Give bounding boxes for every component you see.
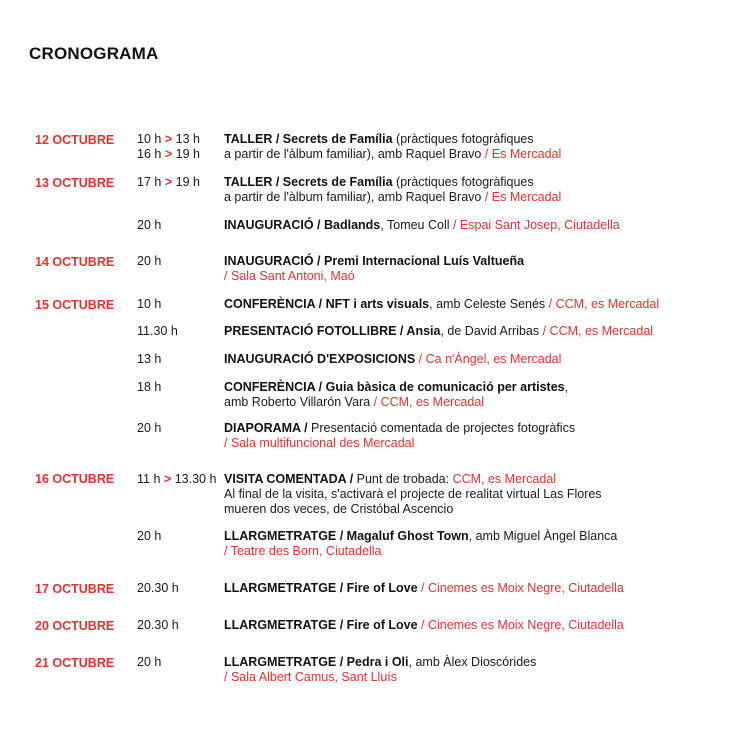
event-time: 20 h — [137, 655, 162, 669]
event-time: 20 h — [137, 421, 162, 435]
event-description: VISITA COMENTADA / Punt de trobada: CCM, es Mercadal Al final de la visita, s'activarà el projecte de realitat virtual Las Flores mueren dos veces, de Cristóbal Ascencio — [224, 472, 602, 516]
event-time: 10 h — [137, 297, 162, 311]
date-label: 14 OCTUBRE — [35, 255, 115, 269]
event-time: 20 h — [137, 218, 162, 232]
date-label: 17 OCTUBRE — [35, 582, 115, 596]
event-time: 20.30 h — [137, 581, 179, 595]
event-time: 11.30 h — [137, 324, 178, 338]
event-description: DIAPORAMA / Presentació comentada de projectes fotogràfics / Sala multifuncional des Mercadal — [224, 421, 576, 450]
event-description: LLARGMETRATGE / Fire of Love / Cinemes es Moix Negre, Ciutadella — [224, 618, 624, 632]
event-description: LLARGMETRATGE / Fire of Love / Cinemes es Moix Negre, Ciutadella — [224, 581, 624, 595]
event-description: PRESENTACIÓ FOTOLLIBRE / Ansia, de David Arribas / CCM, es Mercadal — [224, 324, 654, 338]
event-time: 17 h > 19 h — [137, 175, 200, 189]
event-description: INAUGURACIÓ / Badlands, Tomeu Coll / Espai Sant Josep, Ciutadella — [224, 218, 620, 232]
event-time: 11 h > 13.30 h — [137, 472, 217, 486]
date-label: 12 OCTUBRE — [35, 133, 115, 147]
event-description: CONFERÈNCIA / NFT i arts visuals, amb Celeste Senés / CCM, es Mercadal — [224, 297, 660, 311]
event-description: LLARGMETRATGE / Pedra i Oli, amb Àlex Dioscórides / Sala Albert Camus, Sant Lluís — [224, 655, 537, 684]
page-title: CRONOGRAMA — [29, 44, 159, 63]
date-label: 13 OCTUBRE — [35, 176, 115, 190]
date-label: 16 OCTUBRE — [35, 472, 115, 486]
event-description: TALLER / Secrets de Família (pràctiques fotogràfiques a partir de l'àlbum familiar), amb Raquel Bravo / Es Mercadal — [224, 132, 562, 161]
event-time: 16 h > 19 h — [137, 147, 200, 161]
event-time: 13 h — [137, 352, 162, 366]
event-time: 10 h > 13 h — [137, 132, 200, 146]
date-label: 21 OCTUBRE — [35, 656, 115, 670]
event-time: 20 h — [137, 529, 162, 543]
event-description: CONFERÈNCIA / Guia bàsica de comunicació per artistes, amb Roberto Villarón Vara / CCM, es Mercadal — [224, 380, 569, 409]
date-label: 20 OCTUBRE — [35, 619, 115, 633]
event-description: TALLER / Secrets de Família (pràctiques fotogràfiques a partir de l'àlbum familiar), amb Raquel Bravo / Es Mercadal — [224, 175, 562, 204]
event-time: 18 h — [137, 380, 162, 394]
date-label: 15 OCTUBRE — [35, 298, 115, 312]
event-time: 20 h — [137, 254, 162, 268]
event-description: INAUGURACIÓ D'EXPOSICIONS / Ca n'Àngel, es Mercadal — [224, 352, 562, 366]
event-time: 20.30 h — [137, 618, 179, 632]
event-description: LLARGMETRATGE / Magaluf Ghost Town, amb Miguel Àngel Blanca / Teatre des Born, Ciutadella — [224, 529, 618, 558]
event-description: INAUGURACIÓ / Premi Internacional Luís Valtueña / Sala Sant Antoni, Maó — [224, 254, 525, 283]
